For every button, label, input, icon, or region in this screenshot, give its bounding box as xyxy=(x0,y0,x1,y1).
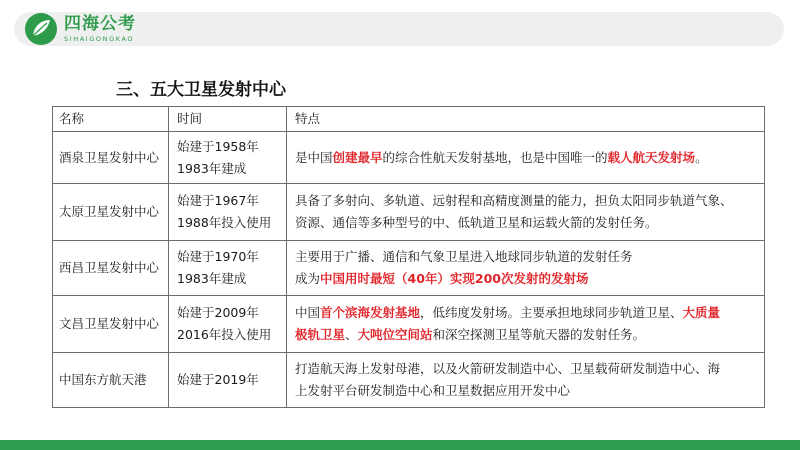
time-line: 始建于2009年 xyxy=(177,305,259,320)
center-name: 西昌卫星发射中心 xyxy=(53,241,169,296)
center-features xyxy=(287,296,765,353)
feature-line: 主要用于广播、通信和气象卫星进入地球同步轨道的发射任务 xyxy=(295,249,633,264)
center-features xyxy=(287,353,765,408)
table-row xyxy=(53,241,765,296)
time-line: 始建于1958年 xyxy=(177,138,259,154)
feature-highlight: 中国用时最短（40年）实现200次发射的发射场 xyxy=(320,271,589,286)
time-line: 1988年投入使用 xyxy=(177,215,272,230)
center-features xyxy=(287,132,765,184)
table-row xyxy=(53,184,765,241)
feature-highlight: 大质量 xyxy=(682,305,721,320)
center-name: 太原卫星发射中心 xyxy=(53,184,169,241)
header-time: 时间 xyxy=(169,107,287,132)
time-line: 始建于1967年 xyxy=(177,193,259,208)
center-name: 中国东方航天港 xyxy=(53,353,169,408)
feature-text: 。 xyxy=(695,149,708,165)
feature-line xyxy=(295,302,756,324)
center-time xyxy=(169,296,287,353)
launch-centers-table xyxy=(52,106,765,408)
center-time xyxy=(169,241,287,296)
feature-text: 是中国 xyxy=(295,149,333,165)
feature-highlight: 载人航天发射场 xyxy=(607,149,696,165)
feature-highlight: 首个滨海发射基地 xyxy=(320,305,421,320)
center-name: 文昌卫星发射中心 xyxy=(53,296,169,353)
feature-line xyxy=(295,268,756,290)
brand-logo xyxy=(24,12,136,46)
table-header-row xyxy=(53,107,765,132)
center-features xyxy=(287,184,765,241)
center-time xyxy=(169,184,287,241)
header-features: 特点 xyxy=(287,107,765,132)
feature-text: 中国 xyxy=(295,305,321,320)
time-line: 始建于1970年 xyxy=(177,249,259,264)
center-time xyxy=(169,132,287,184)
table-row xyxy=(53,296,765,353)
feature-line: 资源、通信等多种型号的中、低轨道卫星和运载火箭的发射任务。 xyxy=(295,215,658,230)
center-time xyxy=(169,353,287,408)
feature-highlight: 大吨位空间站 xyxy=(357,327,433,342)
time-line: 2016年投入使用 xyxy=(177,327,272,342)
header-name: 名称 xyxy=(53,107,169,132)
feature-highlight: 创建最早 xyxy=(332,149,383,165)
feature-text: 、 xyxy=(345,327,358,342)
footer-bar xyxy=(0,440,800,450)
section-title: 三、五大卫星发射中心 xyxy=(116,80,286,100)
center-features xyxy=(287,241,765,296)
brand-name: 四海公考 xyxy=(64,13,136,34)
feature-line: 具备了多射向、多轨道、远射程和高精度测量的能力，担负太阳同步轨道气象、 xyxy=(295,193,733,208)
brand-name-en: SIHAIGONGKAO xyxy=(64,34,135,43)
feature-line: 打造航天海上发射母港，以及火箭研发制造中心、卫星载荷研发制造中心、海 xyxy=(295,361,721,376)
table-row xyxy=(53,132,765,184)
feature-line xyxy=(295,324,756,346)
feature-highlight: 极轨卫星 xyxy=(295,327,346,342)
time-line: 始建于2019年 xyxy=(177,372,259,387)
table-row xyxy=(53,353,765,408)
time-line: 1983年建成 xyxy=(177,160,247,176)
feature-text: 的综合性航天发射基地，也是中国唯一的 xyxy=(382,149,608,165)
feature-text: ，低纬度发射场。主要承担地球同步轨道卫星、 xyxy=(420,305,683,320)
leaf-logo-icon xyxy=(24,12,58,46)
center-name: 酒泉卫星发射中心 xyxy=(53,132,169,184)
feature-text: 和深空探测卫星等航天器的发射任务。 xyxy=(432,327,646,342)
feature-line: 上发射平台研发制造中心和卫星数据应用开发中心 xyxy=(295,383,571,398)
feature-text: 成为 xyxy=(295,271,321,286)
time-line: 1983年建成 xyxy=(177,271,247,286)
